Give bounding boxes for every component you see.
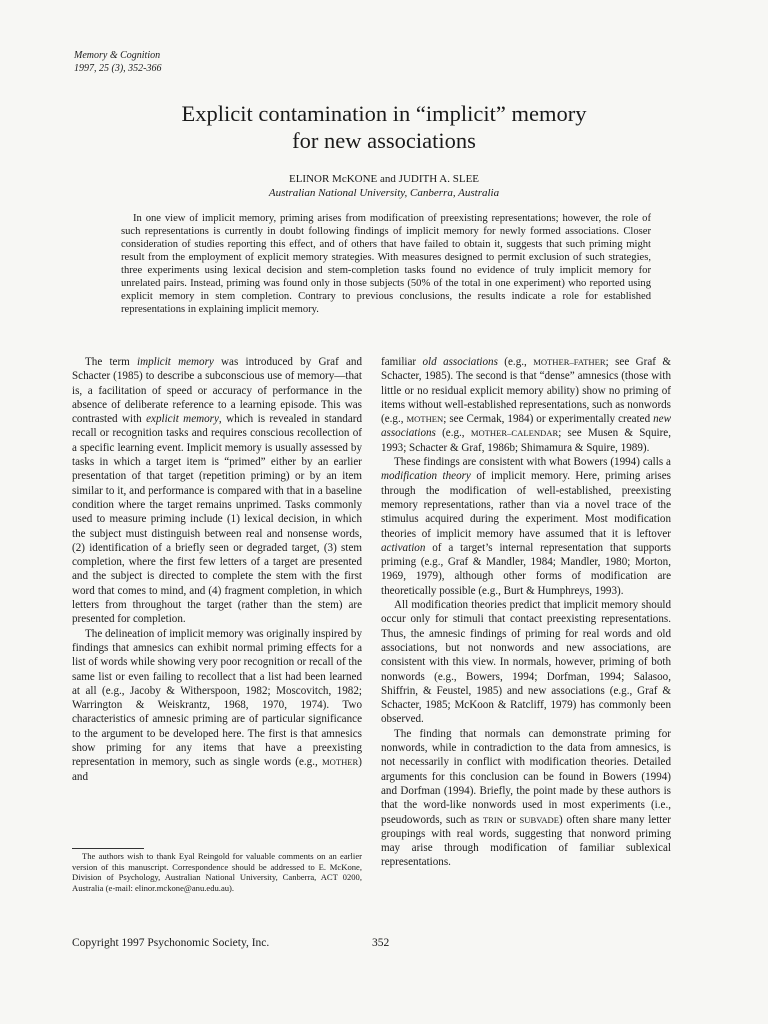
authors: ELINOR McKONE and JUDITH A. SLEE <box>288 173 480 185</box>
text-run: or <box>502 813 520 826</box>
term-old-associations: old associations <box>422 356 498 368</box>
term-activation: activation <box>381 541 426 554</box>
abstract: In one view of implicit memory, priming arises from modification of preexisting representations; however, the role of such representations is currently in doubt following findings of implicit memory for newly formed associations. Closer consideration of studies reporting this effect, and of others that have failed to obtain it, suggests that such priming might result from the employment of explicit memory strategies. With measures designed to permit exclusion of such strategies, three experiments using lexical decision and stem-completion tasks found no evidence of truly implicit memory for unrelated pairs. Instead, priming was found only in those subjects (50% of the total in one experiment) who reported using explicit memory in stem completion. Contrary to previous conclusions, the results indicate a role for established representations in explaining implicit memory. <box>121 213 651 315</box>
text-run: ; see Cermak, 1984) or experimentally created <box>443 413 654 426</box>
text-run: (e.g., <box>497 356 534 368</box>
footnote-divider <box>72 848 144 849</box>
right-paragraph-4 <box>381 727 671 870</box>
copyright: Copyright 1997 Psychonomic Society, Inc. <box>72 937 270 949</box>
text-run: ; see Musen & Squire, 1993; Schacter & Graf, 1986b; Shimamura & Squire, 1989). <box>381 427 671 454</box>
right-paragraph-1 <box>381 355 671 455</box>
text-run: (e.g., <box>435 427 471 440</box>
text-run: of a target’s internal representation that supports priming (e.g., Graf & Mandler, 1984; Mandler, 1980; Morton, 1969, 1979), although other forms of modification are theoretically possible (e.g., Burt & Humphreys, 1993). <box>381 541 671 597</box>
small-caps-example: SUBVADE <box>519 814 560 825</box>
small-caps-example: MOTHER <box>322 757 359 768</box>
right-column <box>381 355 671 870</box>
small-caps-example: MOTHER–FATHER <box>533 357 606 367</box>
left-column <box>72 355 362 784</box>
text-run: These findings are consistent with what Bowers (1994) calls a <box>394 456 671 469</box>
text-run: familiar <box>381 356 423 368</box>
text-run: ; see Graf & Schacter, 1985). The second is that “dense” amnesics (those with little or no residual explicit memory ability) show no priming of items without well-established representations, such as nonwords (e.g., <box>381 356 671 426</box>
text-run: ) often share many letter groupings with real words, suggesting that nonword priming may arise through modification of familiar sublexical representations. <box>381 813 671 869</box>
left-paragraph-1 <box>72 355 362 627</box>
affiliation: Australian National University, Canberra, Australia <box>268 187 500 199</box>
text-run: ) and <box>72 756 362 783</box>
small-caps-example: TRIN <box>482 814 503 825</box>
author-footnote: The authors wish to thank Eyal Reingold for valuable comments on an earlier version of this manuscript. Correspondence should be addressed to E. McKone, Division of Psychology, Australian National University, Canberra, ACT 0200, Australia (e-mail: elinor.mckone@anu.edu.au). <box>72 851 362 893</box>
right-paragraph-2 <box>381 455 671 598</box>
left-paragraph-2 <box>72 627 362 784</box>
journal-citation: 1997, 25 (3), 352-366 <box>74 62 162 74</box>
paper-title <box>60 100 708 154</box>
text-run: The delineation of implicit memory was originally inspired by findings that amnesics can exhibit normal priming effects for a list of words while showing very poor recognition or recall of the same list or even failing to recollect that a list had been learned at all (e.g., Jacoby & Witherspoon, 1982; Moscovitch, 1982; Warrington & Weiskrantz, 1968, 1970, 1974). Two characteristics of amnesic priming are of particular significance to the argument to be developed here. The first is that amnesics show priming for any items that have a preexisting representation in memory, such as single words (e.g., <box>72 627 362 769</box>
term-modification-theory: modification theory <box>381 470 471 483</box>
text-run: of implicit memory. Here, priming arises through the modification of well-established, preexisting memory representations, rather than via a novel trace of the stimulus acquired during the experiment. Most modification theories of implicit memory have assumed that it is leftover <box>381 470 671 540</box>
title-line-1: Explicit contamination in “implicit” memory <box>181 101 587 126</box>
term-explicit-memory: explicit memory <box>146 413 219 426</box>
right-paragraph-3: All modification theories predict that implicit memory should occur only for stimuli that contact preexisting representations. Thus, the amnesic findings of priming for real words and old associations, but not nonwords and new associations, are consistent with this view. In normals, however, priming of both nonwords (e.g., Bowers, 1994; Dorfman, 1994; Salasoo, Shiffrin, & Feustel, 1985) and new associations (e.g., Graf & Schacter, 1985; McKoon & Ratcliff, 1979) has commonly been observed. <box>381 599 671 726</box>
text-run: was introduced by Graf and Schacter (1985) to describe a subconscious use of memory—that is, a facilitation of speed or accuracy of performance in the absence of deliberate reference to a learning episode. This was contrasted with <box>72 356 363 426</box>
title-line-2: for new associations <box>292 128 476 153</box>
term-new-associations: new associations <box>381 413 671 440</box>
small-caps-example: MOTHER–CALENDAR <box>470 428 559 439</box>
small-caps-example: MOTHEN <box>406 414 444 425</box>
text-run: , which is revealed in standard recall or recognition tasks and requires conscious recollection of a specific learning event. Implicit memory is usually assessed by tasks in which a target item is “primed” either by an earlier presentation of that target (repetition priming) or by an item similar to it, and performance is compared with that in a baseline condition where the target remains unprimed. Tasks commonly used to measure priming include (1) lexical decision, in which the subject must distinguish between real and nonsense words, (2) identification of a briefly seen or degraded target, (3) stem completion, where the first few letters of a target are presented and the subject is directed to complete the stem with the first word that comes to mind, and (4) fragment completion, in which letters from throughout the target (rather than the stem) are presented for completion. <box>72 413 363 626</box>
page-number: 352 <box>372 937 390 949</box>
text-run: The finding that normals can demonstrate priming for nonwords, while in contradiction to the data from amnesics, is not necessarily in conflict with modification theories. Detailed arguments for this conclusion can be found in Bowers (1994) and Dorfman (1994). Briefly, the point made by these authors is that the word-like nonwords used in most experiments (i.e., pseudowords, such as <box>381 727 671 826</box>
journal-header <box>74 50 162 75</box>
term-implicit-memory: implicit memory <box>137 356 214 368</box>
text-run: The term <box>85 356 137 368</box>
journal-name: Memory & Cognition <box>74 50 161 61</box>
